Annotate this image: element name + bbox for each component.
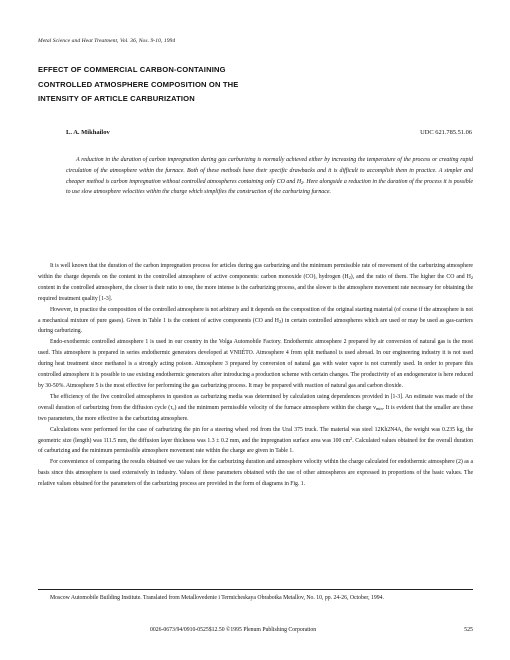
udc-code: UDC 621.785.51.06 [420, 129, 472, 136]
title-line-1: EFFECT OF COMMERCIAL CARBON-CONTAINING [38, 65, 226, 74]
p1-subscript-1: 2 [348, 274, 351, 280]
paragraph-1 [38, 261, 473, 305]
paragraph-4 [38, 392, 473, 425]
page-number: 525 [464, 627, 473, 633]
p2-subscript-1: 2 [278, 318, 282, 324]
abstract-subscript: 2 [301, 179, 304, 185]
footnote-divider [38, 589, 473, 590]
paragraph-3: Endo-exothermic controlled atmosphere 1 is used in our country in the Volga Automobile Factory. Endothermic atmosphere 2 prepared by air conversion of natural gas is the most used. This atmosphere is prepared in series endothermic generators developed at VNIIÉTO. Atmosphere 4 from split methanol is used abroad. In our engineering industry it is not used during heat treatment since methanol is a strongly acting poison. Atmosphere 3 prepared by conversion of natural gas with water vapor is not currently used. In order to prepare this controlled atmosphere it is possible to use existing endothermic generators after introducing a production scheme with certain changes. The productivity of an endogenerator is here reduced by 30-50%. Atmosphere 5 is the most effective for performing the gas carburizing process. It may be prepared with reaction of natural gas and carbon dioxide. [38, 339, 473, 389]
p1-text-b: ), and the ratio of them. The higher the CO and H [350, 273, 471, 280]
p5-superscript-1: 2 [350, 435, 353, 441]
abstract-text-2: . Here alongside a reduction in the duration of the process it is possible to use slow atmosphere velocities within the charge which simplifies the construction of the carburizing furnace. [66, 178, 473, 196]
p5-text-b: . Calculated values obtained for the overall duration of carburizing and the minimum permissible atmosphere movement rate within the charge are given in Table 1. [38, 437, 473, 455]
paragraph-6: For convenience of comparing the results obtained we use values for the carburizing duration and atmosphere velocity within the charge calculated for endothermic atmosphere (2) as a basis since this atmosphere is used extensively in industry. Values of these parameters obtained with the use of other atmospheres are expressed in proportions of the basic values. The relative values obtained for the parameters of the carburizing process are provided in the form of diagrams in Fig. 1. [38, 459, 474, 488]
p4-text-b: ) and the minimum permissible velocity of the furnace atmosphere within the charge v [174, 404, 376, 411]
article-title [38, 63, 478, 107]
author-name: L. A. Mikhailov [66, 129, 110, 136]
p1-text-a: It is well known that the duration of the carbon impregnation process for articles during gas carburizing and the minimum permissible rate of movement of the carburizing atmosphere within the charge depends on the content in the controlled atmosphere of active components: carbon monoxide (CO), hydrogen (H [38, 263, 473, 280]
p4-subscript-2: min [375, 405, 383, 411]
abstract-text-1: A reduction in the duration of carbon impregnation during gas carburizing is normally achieved either by increasing the temperature of the process or creating rapid circulation of the atmosphere within the furnace. Both of these methods have their specific drawbacks and it is difficult to accomplish them in practice. A simpler and cheaper method is carbon impregnation without controlled atmospheres containing only CO and H [66, 157, 473, 185]
p1-text-c: content in the controlled atmosphere, the closer is their ratio to one, the more intense is the carburizing process, and the slower is the atmosphere movement rate necessary for obtaining the required treatment quality [1-3]. [38, 284, 473, 302]
article-body [38, 261, 473, 490]
p4-subscript-1: c [172, 405, 175, 411]
copyright-line: 0026-0673/94/0910-0525$12.50 ©1995 Plenum Publishing Corporation [150, 627, 317, 633]
paragraph-2 [38, 305, 473, 338]
p4-text-c: . It is evident that the smaller are these two parameters, the more effective is the carburizing atmosphere. [38, 404, 473, 422]
title-line-3: INTENSITY OF ARTICLE CARBURIZATION [38, 94, 195, 103]
p1-subscript-2: 2 [470, 274, 473, 280]
paragraph-5 [38, 425, 473, 458]
p5-text-a: Calculations were performed for the case of carburizing the pin for a steering wheel rod from the Ural 375 truck. The material was steel 12Kh2N4A, the weight was 0.235 kg, the geometric size (length) was 111.5 mm, the diffusion layer thickness was 1.3 ± 0.2 mm, and the impregnation surface area was 100 cm [38, 426, 473, 444]
p2-text-a: However, in practice the composition of the controlled atmosphere is not arbitrary and it depends on the composition of the original starting material (of course if the atmosphere is not a mechanical mixture of pure gases). Given in Table 1 is the content of active components (CO and H [38, 306, 473, 324]
journal-citation: Metal Science and Heat Treatment, Vol. 36, Nos. 9-10, 1994 [38, 38, 176, 44]
abstract [66, 155, 473, 198]
p2-text-b: ) in certain controlled atmospheres which are used or may be used as gas-carriers during carburizing. [38, 317, 473, 335]
title-line-2: CONTROLLED ATMOSPHERE COMPOSITION ON THE [38, 79, 239, 89]
affiliation-footnote: Moscow Automobile Building Institute. Translated from Metallovedenie i Termicheskaya Obrabotka Metallov, No. 10, pp. 24-26, October, 1994. [50, 595, 384, 601]
p4-text-a: The efficiency of the five controlled atmospheres in question as carburizing media was determined by calculation using dependences provided in [1-3]. An estimate was made of the overall duration of carburizing from the diffusion cycle (τ [38, 393, 473, 411]
